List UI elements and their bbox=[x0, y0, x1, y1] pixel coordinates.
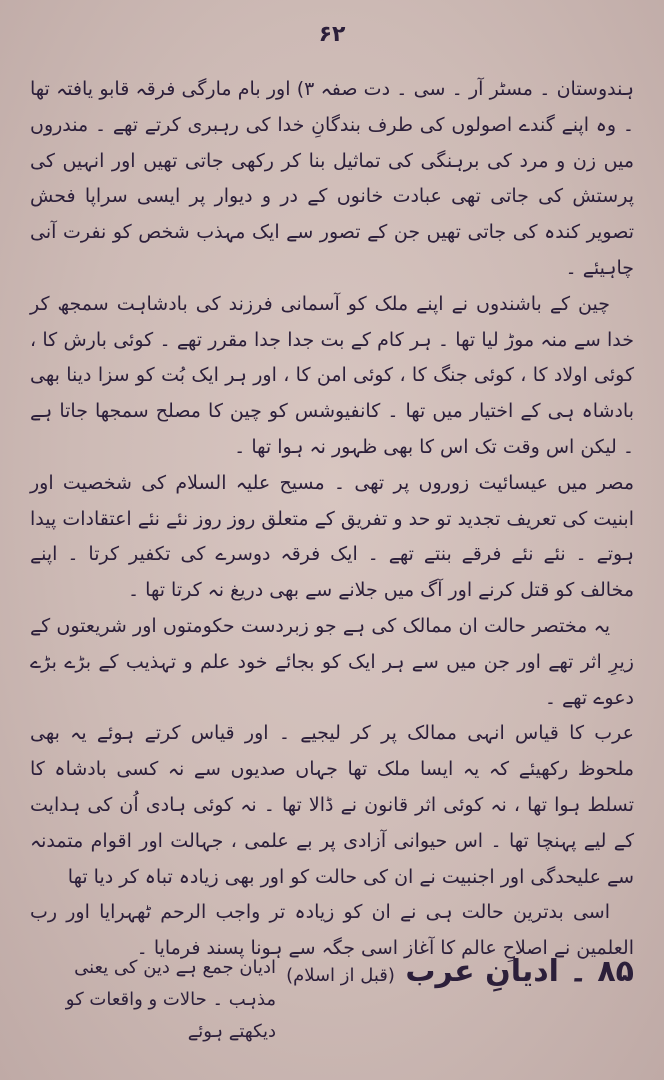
paragraph-china: چین کے باشندوں نے اپنے ملک کو آسمانی فرزند کی بادشاہت سمجھ کر خدا سے منہ موڑ لیا تھا ۔ ہر کام کے بت جدا جدا مقرر تھے ۔ کوئی بارش کا ، کوئی اولاد کا ، کوئی جنگ کا ، کوئی امن کا ، اور ہر ایک بُت کو سزا دینا بھی بادشاہ ہی کے اختیار میں تھا ۔ کانفیوشس کو چین کا مصلح سمجھا جاتا ہے ۔ لیکن اس وقت تک اس کا بھی ظہور نہ ہوا تھا ۔ bbox=[30, 292, 634, 458]
section-intro-text: ادیان جمع ہے دین کی یعنی مذہب ۔ حالات و واقعات کو دیکھتے ہوئے bbox=[65, 957, 277, 1042]
section-subtitle: (قبل از اسلام) bbox=[286, 965, 395, 986]
section-heading bbox=[286, 948, 634, 1000]
section-title: ۸۵ ۔ ادیانِ عرب bbox=[405, 954, 634, 989]
paragraph-india: ہندوستان ۔ مسٹر آر ۔ سی ۔ دت صفہ ۳) اور بام مارگی فرقہ قابو یافتہ تھا ۔ وہ اپنے گندے اصولوں کی طرف بندگانِ خدا کی رہبری کرتے تھے ۔ مندروں میں زن و مرد کی برہنگی کی تماثیل بنا کر رکھی جاتی تھیں اور انہیں کی پرستش کی جاتی تھی عبادت خانوں کے در و دیوار پر ایسی سراپا فحش تصویر کندہ کی جاتی تھیں جن کے تصور سے ایک مہذب شخص کو نفرت آنی چاہیئے ۔ bbox=[30, 78, 634, 279]
body-text bbox=[30, 72, 634, 967]
page-number: ۶۲ bbox=[318, 22, 346, 47]
paragraph-egypt: مصر میں عیسائیت زوروں پر تھی ۔ مسیح علیہ السلام کی شخصیت اور ابنیت کی تعریف تجدید تو حد و تفریق کے متعلق روز روز نئے نئے اعتقادات پیدا ہوتے ۔ نئے نئے فرقے بنتے تھے ۔ ایک فرقہ دوسرے کی تکفیر کرتا ۔ اپنے مخالف کو قتل کرنے اور آگ میں جلانے سے بھی دریغ نہ کرتا تھا ۔ bbox=[30, 471, 634, 602]
paragraph-arabia: عرب کا قیاس انہی ممالک پر کر لیجیے ۔ اور قیاس کرتے ہوئے یہ بھی ملحوظ رکھیئے کہ یہ ایسا ملک تھا جہاں صدیوں سے نہ کسی بادشاہ کا تسلط ہوا تھا ، نہ کوئی اثر قانون نے ڈالا تھا ۔ نہ کوئی ہادی اُن کی ہدایت کے لیے پہنچا تھا ۔ اس حیوانی آزادی پر بے علمی ، جہالت اور اقوام متمدنہ سے علیحدگی اور اجنبیت نے ان کی حالت کو اور بھی زیادہ تباہ کر دیا تھا bbox=[30, 722, 634, 888]
paragraph-summary: یہ مختصر حالت ان ممالک کی ہے جو زبردست حکومتوں اور شریعتوں کے زیرِ اثر تھے اور جن میں سے ہر ایک کو بجائے خود علم و تہذیب کے بڑے بڑے دعوے تھے ۔ bbox=[30, 614, 634, 709]
section-heading-block bbox=[30, 948, 634, 1048]
paragraph-conclusion: اسی بدترین حالت ہی نے ان کو زیادہ تر واجب الرحم ٹھہرایا اور رب العلمین نے اصلاحِ عالم کا آغاز اسی جگہ سے ہونا پسند فرمایا ۔ bbox=[30, 901, 634, 960]
